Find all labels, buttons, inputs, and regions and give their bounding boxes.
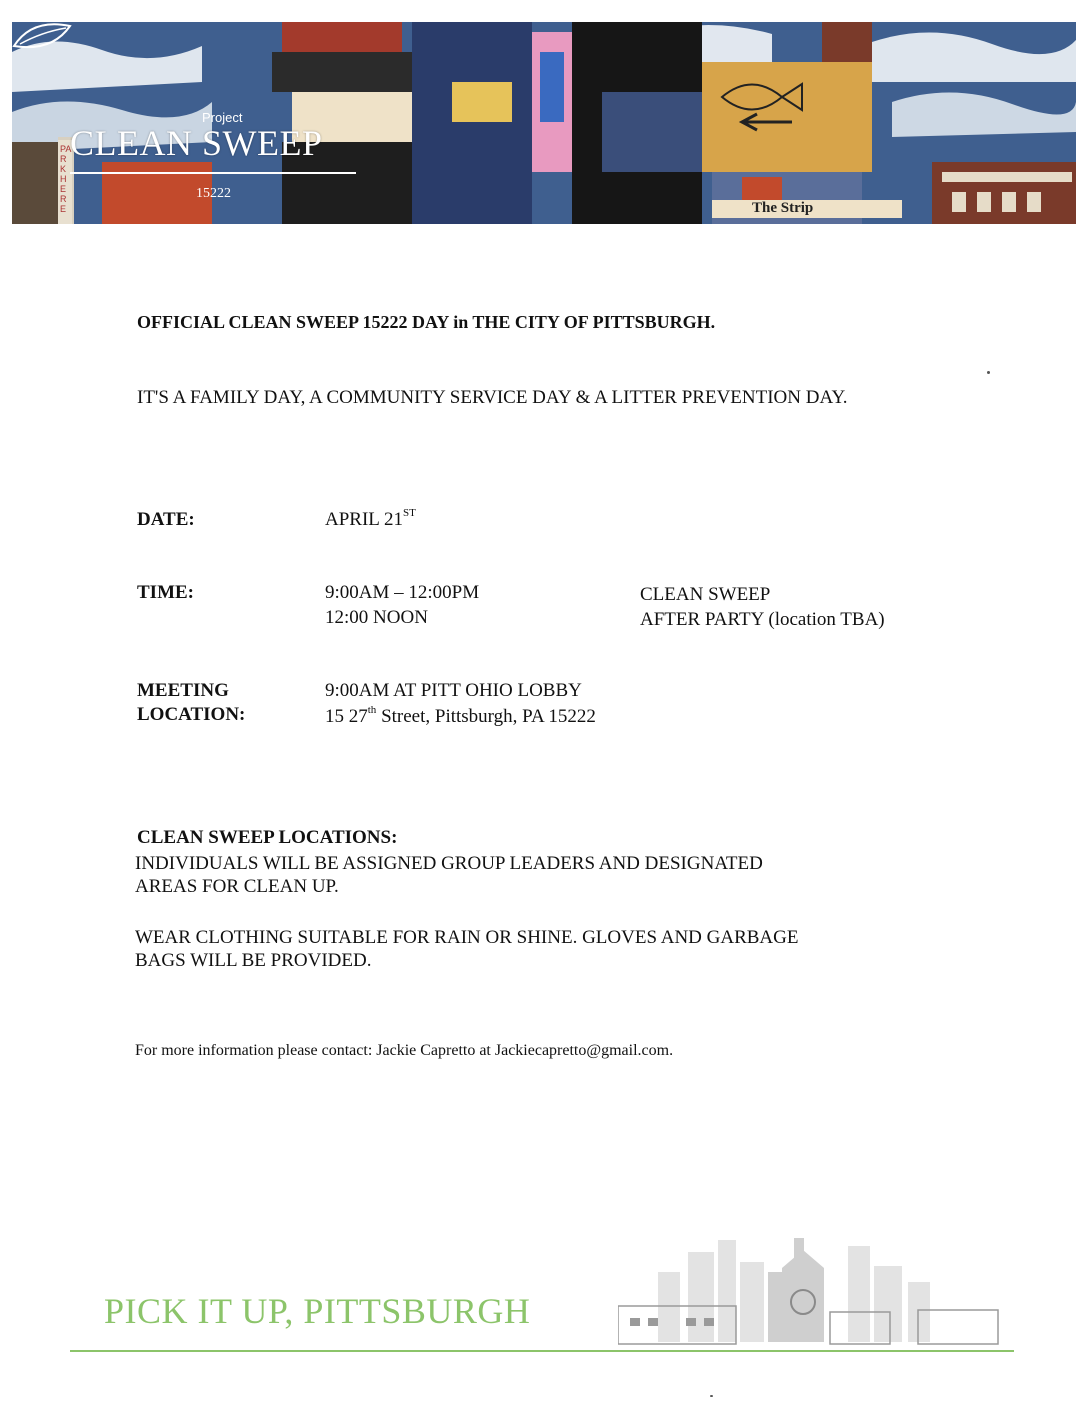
logo-title: CLEAN SWEEP: [70, 123, 323, 163]
scan-speck: [987, 371, 990, 374]
leaf-logo-icon: [12, 22, 72, 52]
meeting-label-line2: LOCATION:: [137, 704, 246, 725]
address-rest: Street, Pittsburgh, PA 15222: [376, 706, 596, 727]
locations-line1: INDIVIDUALS WILL BE ASSIGNED GROUP LEADERS AND DESIGNATED: [135, 853, 763, 874]
locations-heading: CLEAN SWEEP LOCATIONS:: [137, 827, 398, 848]
clothing-line2: BAGS WILL BE PROVIDED.: [135, 950, 372, 971]
logo-project-text: Project: [202, 110, 243, 125]
time-slot-1-event: CLEAN SWEEP: [640, 584, 771, 605]
time-slot-1: 9:00AM – 12:00PM: [325, 582, 480, 603]
address-ordinal: th: [367, 703, 377, 716]
contact-info: For more information please contact: Jackie Capretto at Jackiecapretto@gmail.com.: [135, 1042, 674, 1059]
date-label: DATE:: [137, 509, 195, 530]
page-heading: OFFICIAL CLEAN SWEEP 15222 DAY in THE CITY OF PITTSBURGH.: [137, 312, 716, 332]
time-slot-2: 12:00 NOON: [325, 607, 428, 628]
time-slot-2-event: AFTER PARTY (location TBA): [640, 609, 885, 630]
footer-divider: [70, 1350, 1014, 1352]
logo-zip: 15222: [196, 186, 231, 201]
scan-speck: [710, 1395, 713, 1397]
intro-text: IT'S A FAMILY DAY, A COMMUNITY SERVICE DAY & A LITTER PREVENTION DAY.: [137, 387, 848, 408]
date-value-main: APRIL 21: [325, 509, 403, 530]
time-label: TIME:: [137, 582, 194, 603]
date-value: [325, 508, 416, 531]
address-number: 15 27: [325, 706, 368, 727]
header-banner-mural: [12, 22, 1076, 224]
clothing-line1: WEAR CLOTHING SUITABLE FOR RAIN OR SHINE. GLOVES AND GARBAGE: [135, 927, 799, 948]
meeting-label-line1: MEETING: [137, 680, 229, 701]
city-skyline-illustration: [618, 1232, 1008, 1350]
park-here-sign: PARK HERE: [60, 144, 72, 214]
date-ordinal: ST: [402, 506, 416, 519]
meeting-place: 9:00AM AT PITT OHIO LOBBY: [325, 680, 582, 701]
meeting-address: [325, 705, 596, 728]
logo-divider: [70, 172, 356, 174]
footer-slogan: PICK IT UP, PITTSBURGH: [104, 1291, 531, 1331]
the-strip-sign: The Strip: [752, 200, 814, 216]
locations-line2: AREAS FOR CLEAN UP.: [135, 876, 339, 897]
